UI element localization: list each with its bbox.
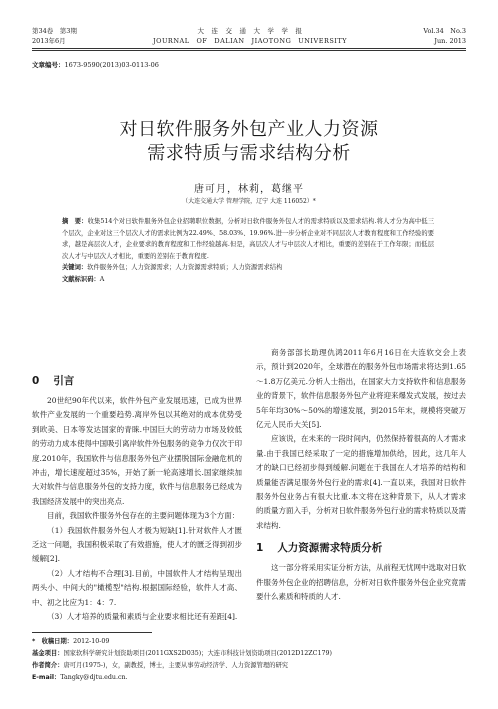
header-rule-thin [32,50,466,51]
left-column [32,370,242,625]
footnote [32,636,468,684]
journal-volume-issue [32,26,77,46]
received-label: * 收稿日期： [32,638,74,645]
author-bio [32,660,468,672]
received-date [32,636,468,648]
fund-info [32,648,468,660]
footnote-rule [32,632,152,633]
authors: 唐可月，林莉，葛继平 [194,184,304,195]
volume-issue: 第34卷 第3期 [32,27,77,35]
document-code-value: A [99,275,105,283]
document-code [62,274,434,286]
journal-name-en: JOURNAL OF DALIAN JIAOTONG UNIVERSITY [153,37,347,45]
article-number-value: 1673-9590(2013)03-0113-06 [64,61,159,69]
abstract-block [62,216,434,286]
section-title: 引言 [53,375,75,387]
paragraph: （2）人才结构不合理[3].目前，中国软件人才结构呈现出两头小、中间大的"橄榄型"结构.根据国际经验，软件人才高、中、初之比应为1：4：7. [32,568,242,607]
keywords [62,262,434,274]
section-number: 0 [32,375,40,387]
journal-name-cn: 大 连 交 通 大 学 学 报 [197,27,303,35]
abstract-label: 摘 要： [62,218,88,225]
paragraph: （1）我国软件服务外包人才极为短缺[1].针对软件人才匮乏这一问题，我国积极采取了有效措施，使人才的匮乏得到初步缓解[2]. [32,525,242,564]
title-line-1: 对日软件服务外包产业人力资源 [119,119,379,140]
email-label: E-mail： [32,674,61,681]
fund-label: 基金项目： [32,650,64,657]
section-title: 人力资源需求特质分析 [277,542,383,555]
publication-date-en: Jun. 2013 [434,37,466,45]
journal-name [150,26,350,46]
abstract-text: 收集514个对日软件服务外包企业招聘职位数据，分析对日软件服务外包人才的需求特质以及需求结构.将人才分为高中低三个层次，企业对这三个层次人才的需求比例为22.49%、58.03%、19.96%.进一步分析企业对不同层次人才教育程度和工作经验的要求，越是高层次人才，企业要求的教育程度和工作经验越高.但是，高层次人才与中层次人才相比，重要的差别在于工作年限；而低层次人才与中层次人才相比，重要的差别在于教育程度. [62,218,434,260]
volume-issue-en: Vol.34 No.3 [423,27,466,35]
author-bio-value: 唐可月(1975-)，女，副教授，博士，主要从事劳动经济学、人力资源管理的研究 [63,662,289,669]
email-link[interactable]: Tangky@djtu.edu.cn. [60,674,128,681]
article-number-label: 文章编号： [32,61,65,69]
paragraph: 商务部部长助理仇鸿2011年6月16日在大连软交会上表示，预计到2020年，全球潜在的服务外包市场需求将达到1.65～1.8万亿美元.分析人士指出，在国家大力支持软件和信息服务业的背景下，软件信息服务外包产业将迎来爆发式发展，按过去5年年均30%～50%的增速发展，到2015年末，规模将突破万亿元人民币大关[5]. [256,348,466,430]
keywords-text: 软件服务外包；人力资源需求；人力资源需求特质；人力资源需求结构 [87,264,283,272]
abstract [62,216,434,262]
keywords-label: 关键词： [62,264,88,272]
title-line-2: 需求特质与需求结构分析 [147,143,351,164]
fund-value: 国家软科学研究计划资助项目(2011GXS2D035)；大连市科技计划资助项目(2012D12ZC179) [63,650,332,657]
author-bio-label: 作者简介： [32,662,64,669]
paragraph: 目前，我国软件服务外包存在的主要问题体现为3个方面： [47,511,240,521]
section-heading-demand-characteristics [256,537,466,559]
paragraph: （3）人才培养的质量和素质与企业要求相比还有差距[4]. [47,612,238,622]
right-column [256,346,466,605]
paragraph: 应该说，在未来的一段时间内，仍然保持着很高的人才需求量.由于我国已经采取了一定的措施增加供给，因此，这几年人才的缺口已经初步得到缓解.问题在于我国在人才培养的结构和质量能否满足服务外包行业的需求[4].一直以来，我国对日软件服务外包业务占有很大比重.本文将在这种背景下，从人才需求的质量方面入手，分析对日软件服务外包行业的需求特质以及需求结构. [256,434,466,530]
section-number: 1 [256,542,264,555]
author-email [32,672,468,684]
article-number [32,60,159,69]
paragraph: 20世纪90年代以来，软件外包产业发展迅速，已成为世界软件产业发展的一个重要趋势.离岸外包以其绝对的成本优势受到欧美、日本等发达国家的青睐.中国巨大的劳动力市场及较低的劳动力成本使得中国吸引离岸软件外包服务的竞争力仅次于印度.2010年，我国软件与信息服务外包产业摆脱国际金融危机的冲击，增长速度超过35%，开始了新一轮高速增长.国家继续加大对软件与信息服务外包的支持力度，软件与信息服务已经成为我国经济发展中的突出亮点. [32,396,242,506]
header-rule [32,48,466,49]
affiliation: （大连交通大学 管理学院，辽宁 大连 116052）* [182,198,316,205]
paragraph: 这一部分将采用实证分析方法，从前程无忧网中选取对日软件服务外包企业的招聘信息，分析对日软件服务外包企业究竟需要什么素质和特质的人才. [256,563,466,602]
journal-volume-en [423,26,466,46]
document-code-label: 文献标识码： [62,275,100,283]
section-heading-introduction [32,370,242,392]
publication-date: 2013年6月 [32,37,66,45]
received-value: 2012-10-09 [73,638,110,645]
